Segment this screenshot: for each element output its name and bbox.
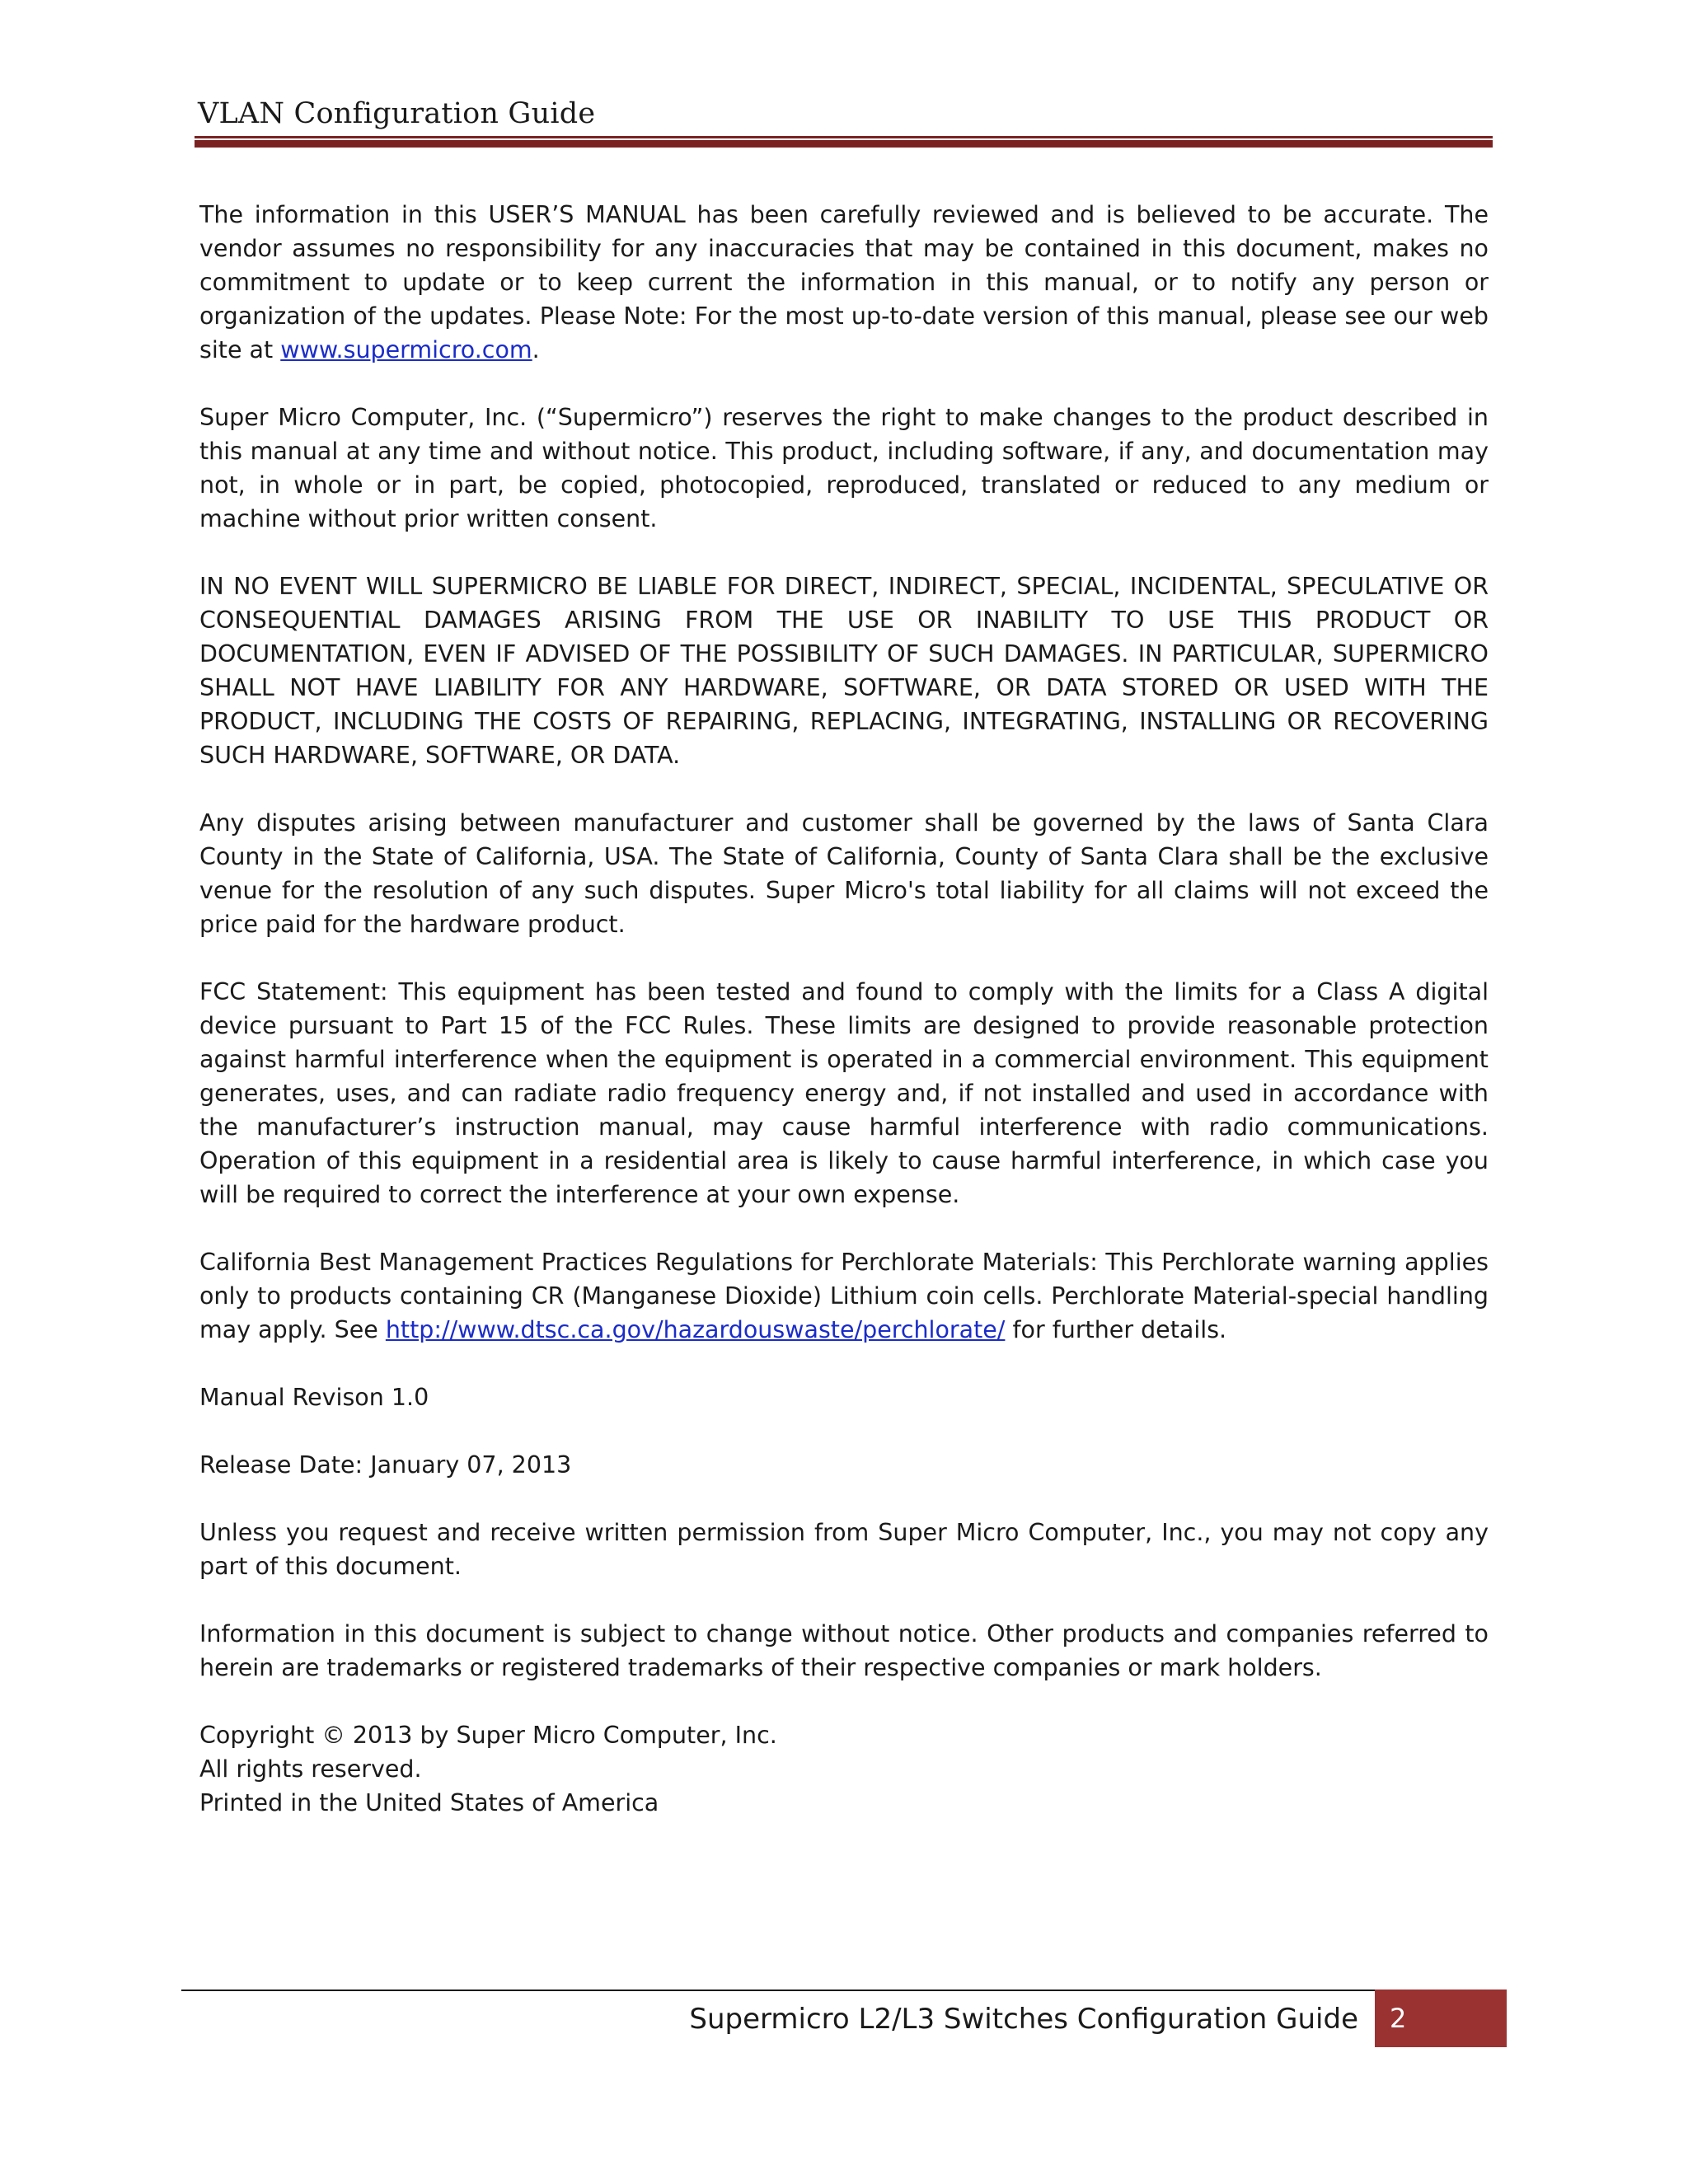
paragraph-copy-permission: Unless you request and receive written permission from Super Micro Computer, Inc., you may not copy any part of this document. xyxy=(199,1519,1489,1580)
page-number-badge: 2 xyxy=(1375,1990,1507,2047)
footer-title: Supermicro L2/L3 Switches Configuration Guide xyxy=(689,2003,1358,2036)
paragraph-liability: IN NO EVENT WILL SUPERMICRO BE LIABLE FOR DIRECT, INDIRECT, SPECIAL, INCIDENTAL, SPECULATIVE OR CONSEQUENTIAL DAMAGES ARISING FROM THE USE OR INABILITY TO USE THIS PRODUCT OR DOCUMENTATION, EVEN IF ADVISED OF THE POSSIBILITY OF SUCH DAMAGES. IN PARTICULAR, SUPERMICRO SHALL NOT HAVE LIABILITY FOR ANY HARDWARE, SOFTWARE, OR DATA STORED OR USED WITH THE PRODUCT, INCLUDING THE COSTS OF REPAIRING, REPLACING, INTEGRATING, INSTALLING OR RECOVERING SUCH HARDWARE, SOFTWARE, OR DATA. xyxy=(199,573,1489,769)
footer-rule xyxy=(181,1990,1376,1991)
paragraph-perchlorate xyxy=(199,1245,1489,1347)
paragraph-fcc-statement: FCC Statement: This equipment has been tested and found to comply with the limits for a Class A digital device pursuant to Part 15 of the FCC Rules. These limits are designed to provide reasonable protection against harmful interference when the equipment is operated in a commercial environment. This equipment generates, uses, and can radiate radio frequency energy and, if not installed and used in accordance with the manufacturer’s instruction manual, may cause harmful interference with radio communications. Operation of this equipment in a residential area is likely to cause harmful interference, in which case you will be required to correct the interference at your own expense. xyxy=(199,978,1489,1208)
page-header-title: VLAN Configuration Guide xyxy=(198,97,596,130)
supermicro-website-link[interactable]: www.supermicro.com xyxy=(280,336,532,363)
rights-reserved-line: All rights reserved. xyxy=(199,1755,422,1783)
manual-revision: Manual Revison 1.0 xyxy=(199,1384,429,1411)
document-body xyxy=(199,198,1489,1820)
printed-in-line: Printed in the United States of America xyxy=(199,1789,659,1816)
perchlorate-link[interactable]: http://www.dtsc.ca.gov/hazardouswaste/perchlorate/ xyxy=(385,1316,1006,1343)
paragraph-text: The information in this USER’S MANUAL has been carefully reviewed and is believed to be accurate. The vendor assumes no responsibility for any inaccuracies that may be contained in this document, makes no commitment to update or to keep current the information in this manual, or to notify any person or organization of the updates. Please Note: For the most up-to-date version of this manual, please see our web site at xyxy=(199,201,1489,363)
header-rule-bar xyxy=(195,140,1493,148)
paragraph-disputes: Any disputes arising between manufacturer and customer shall be governed by the laws of Santa Clara County in the State of California, USA. The State of California, County of Santa Clara shall be the exclusive venue for the resolution of any such disputes. Super Micro's total liability for all claims will not exceed the price paid for the hardware product. xyxy=(199,809,1489,938)
copyright-line: Copyright © 2013 by Super Micro Computer, Inc. xyxy=(199,1722,777,1749)
paragraph-disclaimer xyxy=(199,198,1489,367)
release-date: Release Date: January 07, 2013 xyxy=(199,1451,572,1479)
header-rule xyxy=(195,136,1493,138)
paragraph-text-end: . xyxy=(532,336,540,363)
paragraph-rights: Super Micro Computer, Inc. (“Supermicro”) reserves the right to make changes to the product described in this manual at any time and without notice. This product, including software, if any, and documentation may not, in whole or in part, be copied, photocopied, reproduced, translated or reduced to any medium or machine without prior written consent. xyxy=(199,404,1489,532)
paragraph-text-end: for further details. xyxy=(1005,1316,1227,1343)
paragraph-text: California Best Management Practices Regulations for Perchlorate Materials: This Perchlorate warning applies only to products containing CR (Manganese Dioxide) Lithium coin cells. Perchlorate Material-special handling may apply. See xyxy=(199,1249,1489,1343)
paragraph-trademarks: Information in this document is subject to change without notice. Other products and companies referred to herein are trademarks or registered trademarks of their respective companies or mark holders. xyxy=(199,1620,1489,1681)
